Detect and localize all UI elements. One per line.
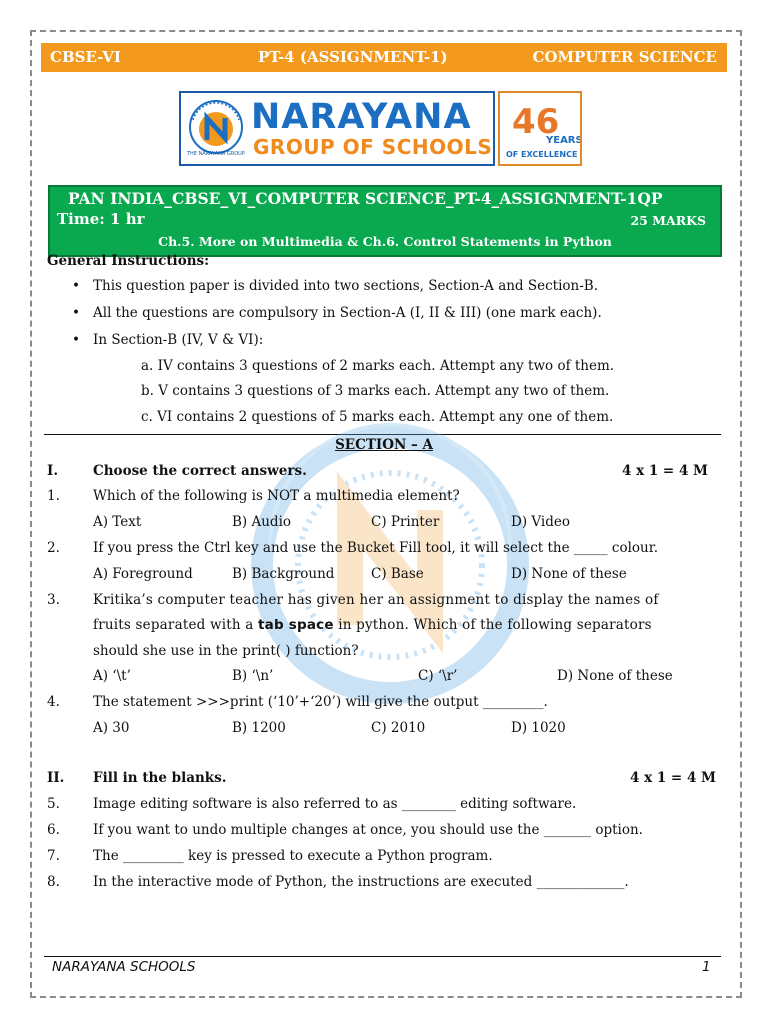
part-number: II. [47, 770, 65, 786]
bullet-icon: • [72, 305, 80, 321]
header-test: PT-4 (ASSIGNMENT-1) [258, 48, 448, 66]
paper-time: Time: 1 hr [57, 210, 145, 228]
header-bar [41, 43, 727, 72]
question-text: The statement >>>print (‘10’+‘20’) will give the output _________. [93, 694, 548, 710]
years-label: YEARS [546, 135, 580, 146]
option: C) ‘\r’ [418, 668, 458, 684]
question-text: Kritika’s computer teacher has given her an assignment to display the names of [93, 592, 659, 608]
narayana-logo [179, 91, 495, 166]
option: B) ‘\n’ [232, 668, 274, 684]
question-number: 1. [47, 488, 60, 504]
question-text: Image editing software is also referred to as ________ editing software. [93, 796, 577, 812]
question-text: should she use in the print( ) function? [93, 643, 359, 659]
logo-tagline: THE NARAYANA GROUP [187, 151, 245, 157]
question-text: The _________ key is pressed to execute a Python program. [93, 848, 493, 864]
logo-subtitle: GROUP OF SCHOOLS [253, 135, 493, 159]
paper-title-banner [48, 185, 722, 257]
paper-title: PAN INDIA_CBSE_VI_COMPUTER SCIENCE_PT-4_ASSIGNMENT-1QP [68, 189, 663, 208]
instruction-item: This question paper is divided into two sections, Section-A and Section-B. [93, 278, 599, 294]
instruction-item: In Section-B (IV, V & VI): [93, 332, 264, 348]
option: D) None of these [557, 668, 673, 684]
question-emphasis: tab space [258, 617, 334, 633]
option: A) 30 [93, 720, 130, 736]
question-number: 7. [47, 848, 60, 864]
header-subject: COMPUTER SCIENCE [532, 48, 717, 66]
question-text-line [93, 617, 652, 633]
instruction-subitem: b. V contains 3 questions of 3 marks each. Attempt any two of them. [141, 383, 610, 399]
bullet-icon: • [72, 278, 80, 294]
option: D) Video [511, 514, 570, 530]
option: A) Text [93, 514, 142, 530]
bullet-icon: • [72, 332, 80, 348]
watermark-emblem-icon [240, 415, 540, 715]
section-a-title [0, 437, 768, 453]
option: A) Foreground [93, 566, 193, 582]
part-number: I. [47, 463, 59, 479]
paper-marks: 25 MARKS [630, 213, 706, 228]
footer-divider [44, 956, 721, 957]
instructions-heading: General Instructions: [47, 253, 210, 269]
46-years-badge [498, 91, 582, 166]
part-title: Choose the correct answers. [93, 463, 307, 479]
option: B) Audio [232, 514, 292, 530]
question-number: 8. [47, 874, 60, 890]
question-number: 6. [47, 822, 60, 838]
part-marks: 4 x 1 = 4 M [622, 463, 708, 479]
paper-chapters: Ch.5. More on Multimedia & Ch.6. Control Statements in Python [158, 234, 612, 249]
page-number: 1 [702, 959, 711, 975]
question-number: 4. [47, 694, 60, 710]
section-a-label: SECTION – A [335, 437, 433, 453]
question-text: If you want to undo multiple changes at once, you should use the _______ option. [93, 822, 643, 838]
question-number: 3. [47, 592, 60, 608]
years-number: 46 [512, 102, 560, 142]
question-text-part: in python. Which of the following separators [333, 617, 652, 633]
option: C) Base [371, 566, 424, 582]
years-excellence-icon [500, 93, 580, 164]
years-tag: OF EXCELLENCE [506, 150, 578, 159]
question-text-part: fruits separated with a [93, 617, 258, 633]
option: A) ‘\t’ [93, 668, 131, 684]
instruction-item: All the questions are compulsory in Section-A (I, II & III) (one mark each). [93, 305, 602, 321]
logo-title: NARAYANA [251, 97, 472, 137]
option: C) 2010 [371, 720, 426, 736]
narayana-emblem-icon [187, 98, 245, 156]
part-title: Fill in the blanks. [93, 770, 227, 786]
question-text: Which of the following is NOT a multimedia element? [93, 488, 460, 504]
footer-school-name: NARAYANA SCHOOLS [52, 959, 196, 975]
instruction-subitem: a. IV contains 3 questions of 2 marks each. Attempt any two of them. [141, 358, 615, 374]
question-text: If you press the Ctrl key and use the Bucket Fill tool, it will select the _____ colour. [93, 540, 658, 556]
option: B) 1200 [232, 720, 286, 736]
option: B) Background [232, 566, 335, 582]
question-text: In the interactive mode of Python, the instructions are executed _____________. [93, 874, 629, 890]
instruction-subitem: c. VI contains 2 questions of 5 marks each. Attempt any one of them. [141, 409, 614, 425]
option: D) 1020 [511, 720, 566, 736]
part-marks: 4 x 1 = 4 M [630, 770, 716, 786]
option: C) Printer [371, 514, 440, 530]
question-number: 5. [47, 796, 60, 812]
question-number: 2. [47, 540, 60, 556]
header-class: CBSE-VI [50, 48, 121, 66]
option: D) None of these [511, 566, 627, 582]
